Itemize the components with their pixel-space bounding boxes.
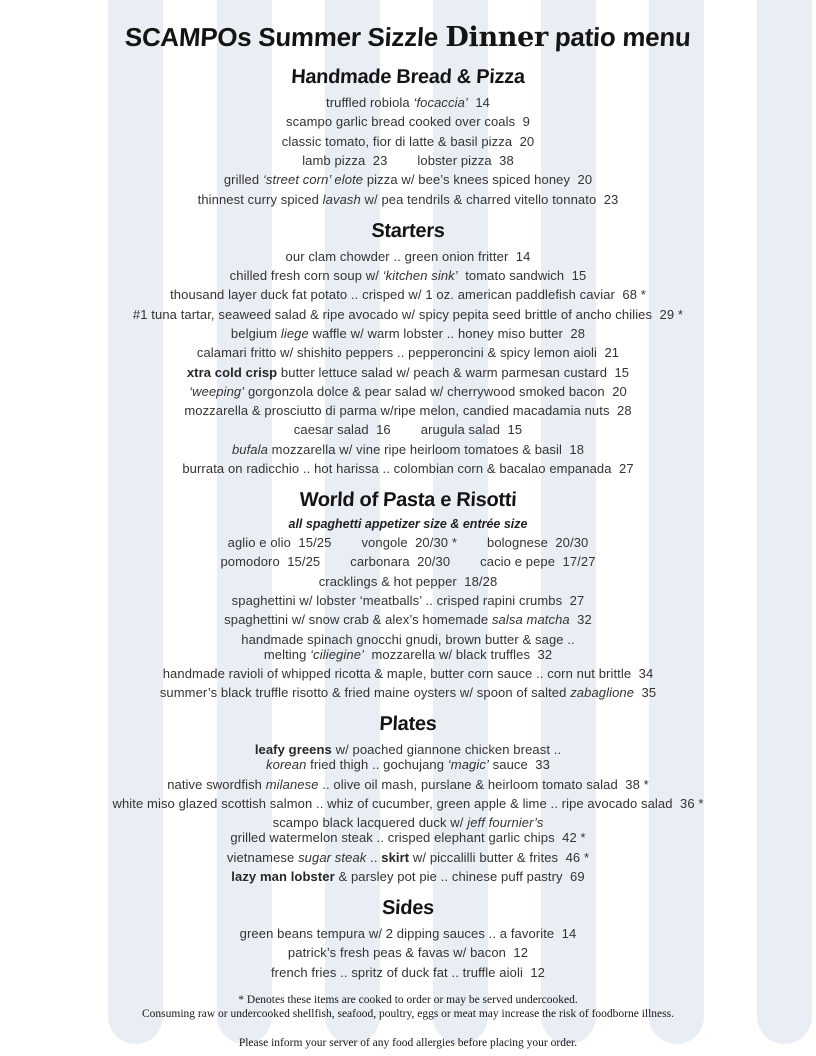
item-line (0, 307, 816, 322)
item-text: fried thigh .. gochujang (306, 757, 448, 773)
item-line (0, 574, 816, 589)
item-text: leafy greens (254, 742, 332, 758)
item-line (0, 796, 816, 811)
menu-item (0, 775, 816, 794)
item-text: waffle w/ warm lobster .. honey miso butter 28 (308, 325, 586, 341)
menu-item (0, 591, 816, 610)
menu-item (0, 247, 816, 266)
item-text: grilled (223, 172, 263, 188)
item-text: handmade ravioli of whipped ricotta & maple, butter corn sauce .. corn nut brittle 34 (162, 665, 654, 681)
item-text: bolognese 20/30 (487, 535, 589, 551)
menu-item (0, 629, 816, 663)
menu-item (0, 93, 816, 112)
item-line (0, 95, 816, 110)
item-text: ‘magic’ (447, 757, 489, 773)
item-line (0, 830, 816, 845)
menu-section (0, 64, 816, 209)
menu-item (0, 362, 816, 381)
foodborne-note: Consuming raw or undercooked shellfish, seafood, poultry, eggs or meat may increase the risk of foodborne illness. (142, 1007, 674, 1020)
item-text: liege (280, 325, 309, 341)
item-line (0, 403, 816, 418)
item-line (0, 172, 816, 187)
item-line (0, 422, 816, 437)
item-line (0, 249, 816, 264)
item-line (0, 192, 816, 207)
menu-item (0, 459, 816, 478)
menu-item (0, 440, 816, 459)
menu-item (0, 610, 816, 629)
item-text: ‘ciliegine’ (310, 646, 365, 662)
section-subtitle: all spaghetti appetizer size & entrée size (288, 517, 528, 532)
menu-item (0, 664, 816, 683)
item-text: cracklings & hot pepper 18/28 (318, 573, 498, 589)
menu-item (0, 382, 816, 401)
item-text: mozzarella w/ black truffles 32 (364, 646, 553, 662)
item-text: french fries .. spritz of duck fat .. truffle aioli 12 (270, 964, 546, 980)
item-text: ‘focaccia’ (413, 95, 468, 111)
item-text: burrata on radicchio .. hot harissa .. colombian corn & bacalao empanada 27 (182, 460, 634, 476)
item-text: mozzarella & prosciutto di parma w/ripe melon, candied macadamia nuts 28 (184, 403, 632, 419)
item-text: w/ poached giannone chicken breast .. (331, 742, 562, 758)
item-text: classic tomato, fior di latte & basil pizza 20 (281, 133, 535, 149)
item-text: ‘weeping’ (189, 383, 245, 399)
item-text: summer’s black truffle risotto & fried maine oysters w/ spoon of salted (159, 685, 571, 701)
item-text: zabaglione (570, 685, 635, 701)
item-text: handmade spinach gnocchi gnudi, brown butter & sage .. (241, 631, 575, 647)
menu-item (0, 683, 816, 702)
item-line (0, 742, 816, 757)
title-meal: Dinner (445, 22, 548, 53)
item-text: patrick’s fresh peas & favas w/ bacon 12 (287, 945, 529, 961)
menu-item (0, 324, 816, 343)
item-text: jeff fournier’s (467, 815, 544, 831)
section-heading: Sides (381, 897, 435, 919)
menu-item (0, 572, 816, 591)
title-restaurant: SCAMPOs Summer Sizzle (124, 22, 447, 52)
item-text: ‘kitchen sink’ (382, 268, 458, 284)
item-text: pomodoro 15/25 (220, 554, 321, 570)
menu-sections (0, 64, 816, 982)
item-text: 14 (467, 95, 491, 111)
menu-item (0, 420, 816, 439)
item-text: skirt (381, 849, 410, 865)
menu-item (0, 963, 816, 982)
item-text: bufala (231, 441, 268, 457)
item-text: scampo black lacquered duck w/ (272, 815, 468, 831)
item-text: aglio e olio 15/25 (227, 535, 332, 551)
item-line (0, 926, 816, 941)
item-text: lazy man lobster (231, 868, 335, 884)
item-text: 35 (634, 685, 657, 701)
item-line (0, 850, 816, 865)
item-text: calamari fritto w/ shishito peppers .. pepperoncini & spicy lemon aioli 21 (196, 345, 620, 361)
menu-item (0, 794, 816, 813)
item-text: pizza w/ bee’s knees spiced honey 20 (363, 172, 593, 188)
item-text: thinnest curry spiced (197, 191, 323, 207)
menu-item (0, 151, 816, 170)
menu-item (0, 132, 816, 151)
item-text: 32 (569, 612, 592, 628)
item-line (0, 647, 816, 662)
item-text: scampo garlic bread cooked over coals 9 (286, 114, 530, 130)
item-line (0, 945, 816, 960)
item-text: #1 tuna tartar, seaweed salad & ripe avocado w/ spicy pepita seed brittle of ancho chilies 29 * (132, 306, 684, 322)
item-text: our clam chowder .. green onion fritter 14 (285, 248, 531, 264)
item-line (0, 153, 816, 168)
menu-section (0, 711, 816, 886)
item-text: .. (366, 849, 382, 865)
item-text: thousand layer duck fat potato .. crisped w/ 1 oz. american paddlefish caviar 68 * (170, 287, 646, 303)
menu-item (0, 533, 816, 552)
item-text: melting (263, 646, 311, 662)
item-line (0, 365, 816, 380)
menu-item (0, 285, 816, 304)
item-line (0, 461, 816, 476)
item-text: cacio e pepe 17/27 (480, 554, 596, 570)
item-text: mozzarella w/ vine ripe heirloom tomatoes & basil 18 (267, 441, 585, 457)
item-line (0, 632, 816, 647)
item-text: arugula salad 15 (420, 422, 523, 438)
menu-item (0, 740, 816, 774)
item-text: korean (266, 757, 307, 773)
item-text: gorgonzola dolce & pear salad w/ cherrywood smoked bacon 20 (244, 383, 627, 399)
item-text: carbonara 20/30 (350, 554, 451, 570)
menu-item (0, 847, 816, 866)
item-text: truffled robiola (325, 95, 414, 111)
item-text: lobster pizza 38 (417, 152, 514, 168)
item-text: butter lettuce salad w/ peach & warm parmesan custard 15 (277, 364, 630, 380)
item-text: spaghettini w/ snow crab & alex’s homemade (224, 612, 492, 628)
item-line (0, 268, 816, 283)
menu-item (0, 170, 816, 189)
menu-section (0, 487, 816, 702)
item-text: .. olive oil mash, purslane & heirloom tomato salad 38 * (318, 776, 649, 792)
section-heading: Plates (378, 713, 438, 736)
allergy-note: Please inform your server of any food allergies before placing your order. (238, 1036, 578, 1049)
section-heading: Handmade Bread & Pizza (290, 66, 526, 88)
item-line (0, 666, 816, 681)
menu-item (0, 343, 816, 362)
menu-title (0, 20, 816, 55)
item-text: lavash (322, 191, 361, 207)
item-line (0, 535, 816, 550)
item-line (0, 815, 816, 830)
menu-item (0, 813, 816, 847)
menu-item (0, 189, 816, 208)
item-text: white miso glazed scottish salmon .. whiz of cucumber, green apple & lime .. ripe avocado salad 36 * (112, 796, 704, 812)
menu-item (0, 943, 816, 962)
item-text: milanese (265, 776, 319, 792)
item-text: green beans tempura w/ 2 dipping sauces .. a favorite 14 (239, 926, 577, 942)
title-suffix: patio menu (547, 22, 692, 52)
item-text: w/ piccalilli butter & frites 46 * (409, 849, 590, 865)
undercooked-note: * Denotes these items are cooked to order or may be served undercooked. (238, 993, 578, 1006)
section-heading: Starters (370, 219, 446, 242)
item-line (0, 757, 816, 772)
item-line (0, 965, 816, 980)
menu-item (0, 305, 816, 324)
item-text: ‘street corn’ elote (262, 172, 364, 188)
item-line (0, 326, 816, 341)
menu-footer (0, 993, 816, 1050)
item-text: vietnamese (226, 849, 299, 865)
menu-item (0, 924, 816, 943)
menu-item (0, 401, 816, 420)
menu-item (0, 266, 816, 285)
menu-section (0, 895, 816, 982)
item-text: sauce 33 (488, 757, 550, 773)
item-text: xtra cold crisp (186, 364, 278, 380)
item-text: spaghettini w/ lobster ‘meatballs’ .. crisped rapini crumbs 27 (231, 593, 585, 609)
item-line (0, 134, 816, 149)
menu-item (0, 552, 816, 571)
item-line (0, 593, 816, 608)
item-line (0, 442, 816, 457)
item-line (0, 554, 816, 569)
item-text: native swordfish (167, 776, 266, 792)
item-line (0, 612, 816, 627)
menu-item (0, 112, 816, 131)
item-text: chilled fresh corn soup w/ (229, 268, 383, 284)
item-text: caesar salad 16 (293, 422, 391, 438)
menu-item (0, 867, 816, 886)
item-line (0, 384, 816, 399)
item-line (0, 114, 816, 129)
item-text: tomato sandwich 15 (457, 268, 587, 284)
item-line (0, 869, 816, 884)
item-text: sugar steak (298, 849, 367, 865)
item-text: lamb pizza 23 (302, 152, 388, 168)
item-line (0, 685, 816, 700)
item-text: vongole 20/30 * (361, 535, 458, 551)
item-line (0, 287, 816, 302)
item-text: salsa matcha (491, 612, 570, 628)
item-text: w/ pea tendrils & charred vitello tonnato 23 (360, 191, 619, 207)
menu-section (0, 218, 816, 478)
item-text: grilled watermelon steak .. crisped elephant garlic chips 42 * (230, 830, 586, 846)
section-heading: World of Pasta e Risotti (298, 489, 518, 512)
item-line (0, 345, 816, 360)
item-text: & parsley pot pie .. chinese puff pastry 69 (334, 868, 585, 884)
item-line (0, 777, 816, 792)
item-text: belgium (230, 325, 281, 341)
